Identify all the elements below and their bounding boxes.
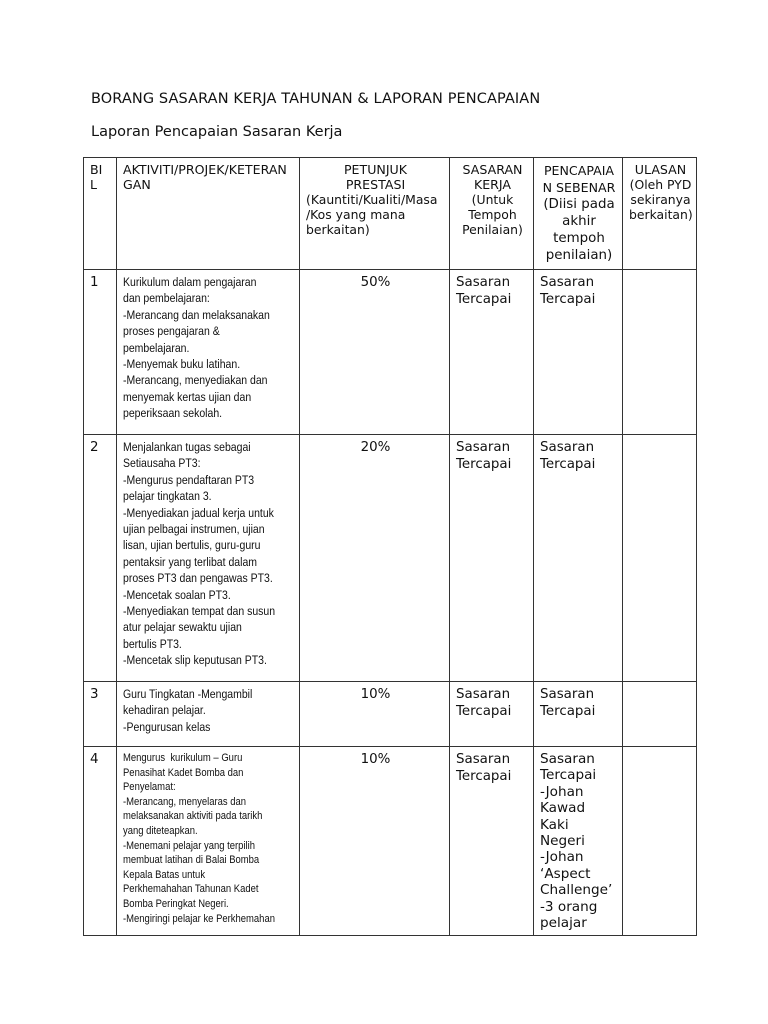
pencapaian-line: ‘Aspect — [540, 865, 591, 882]
pencapaian-line: -3 orang — [540, 898, 598, 915]
pencapaian-line: Tercapai — [540, 457, 596, 472]
sasaran-line: Sasaran — [456, 275, 511, 290]
pencapaian-line: Sasaran — [540, 440, 595, 455]
header-sasaran-note: (Untuk Tempoh Penilaian) — [462, 192, 523, 237]
aktiviti-text — [123, 274, 278, 422]
row-petunjuk: 50% — [300, 270, 450, 435]
pencapaian-line: Negeri — [540, 833, 585, 850]
aktiviti-line: -Merancang, menyelaras dan — [123, 795, 247, 808]
aktiviti-line: pembelajaran. — [123, 340, 190, 355]
row-sasaran — [450, 270, 534, 435]
pencapaian-line: Kaki — [540, 816, 569, 833]
header-row — [84, 158, 697, 270]
sasaran-line: Tercapai — [456, 769, 512, 784]
table-row — [84, 435, 697, 682]
aktiviti-line: -Mengiringi pelajar ke Perkhemahan — [123, 912, 275, 925]
row-pencapaian — [534, 435, 623, 682]
pencapaian-line: pelajar — [540, 915, 587, 932]
aktiviti-line: -Menyemak buku latihan. — [123, 357, 241, 372]
sasaran-line: Tercapai — [456, 292, 512, 307]
pencapaian-line: -Johan — [540, 783, 584, 800]
header-petunjuk-note: (Kauntiti/Kualiti/Masa /Kos yang mana berkaitan) — [306, 192, 438, 237]
aktiviti-line: membuat latihan di Balai Bomba — [123, 854, 260, 867]
aktiviti-line: Kurikulum dalam pengajaran — [123, 275, 257, 289]
aktiviti-text — [123, 686, 278, 735]
pencapaian-line: Tercapai — [540, 704, 596, 719]
aktiviti-line: -Mencetak slip keputusan PT3. — [123, 653, 267, 668]
aktiviti-line: lisan, ujian bertulis, guru-guru — [123, 538, 261, 553]
aktiviti-line: pentaksir yang terlibat dalam — [123, 554, 258, 569]
header-petunjuk-label: PETUNJUK PRESTASI — [343, 162, 408, 192]
header-ulasan-label: ULASAN — [634, 162, 687, 177]
pencapaian-line: Tercapai — [540, 767, 597, 784]
header-aktiviti-label: AKTIVITI/PROJEK/KETERANGAN — [123, 162, 287, 192]
pencapaian-line: Sasaran — [540, 275, 595, 290]
aktiviti-line: Setiausaha PT3: — [123, 456, 201, 471]
pencapaian-line: -Johan — [540, 849, 584, 866]
aktiviti-line: ujian pelbagai instrumen, ujian — [123, 522, 265, 537]
aktiviti-line: Bomba Peringkat Negeri. — [123, 897, 229, 910]
aktiviti-line: Penasihat Kadet Bomba dan — [123, 766, 244, 779]
aktiviti-line: proses pengajaran & — [123, 324, 220, 339]
aktiviti-line: yang diteteapkan. — [123, 824, 198, 837]
row-pencapaian — [534, 747, 623, 936]
pencapaian-line: Sasaran — [540, 751, 595, 767]
aktiviti-line: bertulis PT3. — [123, 636, 182, 651]
table-row — [84, 747, 697, 936]
row-aktiviti — [117, 747, 300, 936]
header-ulasan — [623, 158, 697, 270]
aktiviti-text — [123, 751, 278, 926]
aktiviti-line: dan pembelajaran: — [123, 291, 210, 306]
header-sasaran — [450, 158, 534, 270]
row-bil: 2 — [84, 435, 117, 682]
header-ulasan-note: (Oleh PYD sekiranya berkaitan) — [629, 177, 693, 222]
aktiviti-line: -Mencetak soalan PT3. — [123, 587, 231, 602]
table-row — [84, 270, 697, 435]
report-table — [83, 157, 697, 936]
aktiviti-line: melaksanakan aktiviti pada tarikh — [123, 810, 263, 823]
aktiviti-line: Guru Tingkatan -Mengambil — [123, 687, 253, 701]
sasaran-line: Sasaran — [456, 752, 511, 767]
header-pencapaian-note: (Diisi pada akhir tempoh penilaian) — [543, 197, 615, 263]
sasaran-line: Tercapai — [456, 457, 512, 472]
header-bil — [84, 158, 117, 270]
row-pencapaian — [534, 270, 623, 435]
aktiviti-line: Menjalankan tugas sebagai — [123, 440, 251, 454]
row-petunjuk: 10% — [300, 682, 450, 747]
row-aktiviti — [117, 270, 300, 435]
row-petunjuk: 10% — [300, 747, 450, 936]
pencapaian-line: Tercapai — [540, 292, 596, 307]
aktiviti-line: Penyelamat: — [123, 781, 176, 794]
aktiviti-line: -Menyediakan tempat dan susun — [123, 604, 276, 619]
aktiviti-line: -Menemani pelajar yang terpilih — [123, 839, 255, 852]
row-bil: 4 — [84, 747, 117, 936]
row-sasaran — [450, 435, 534, 682]
sasaran-line: Sasaran — [456, 440, 511, 455]
row-ulasan — [623, 682, 697, 747]
row-sasaran — [450, 747, 534, 936]
row-aktiviti — [117, 435, 300, 682]
pencapaian-line: Challenge’ — [540, 882, 613, 899]
header-sasaran-label: SASARAN KERJA — [462, 162, 523, 192]
header-pencapaian-label: PENCAPAIAN SEBENAR — [542, 163, 616, 195]
document-title: BORANG SASARAN KERJA TAHUNAN & LAPORAN PENCAPAIAN — [91, 91, 541, 107]
sasaran-line: Tercapai — [456, 704, 512, 719]
aktiviti-line: -Pengurusan kelas — [123, 719, 211, 734]
row-aktiviti — [117, 682, 300, 747]
aktiviti-line: peperiksaan sekolah. — [123, 406, 223, 421]
row-bil: 1 — [84, 270, 117, 435]
aktiviti-line: atur pelajar sewaktu ujian — [123, 620, 242, 635]
header-aktiviti — [117, 158, 300, 270]
aktiviti-line: -Menyediakan jadual kerja untuk — [123, 505, 274, 520]
pencapaian-line: Kawad — [540, 800, 586, 817]
aktiviti-line: menyemak kertas ujian dan — [123, 389, 252, 404]
aktiviti-line: Mengurus kurikulum – Guru — [123, 752, 243, 764]
row-ulasan — [623, 270, 697, 435]
row-bil: 3 — [84, 682, 117, 747]
aktiviti-line: -Merancang dan melaksanakan — [123, 307, 270, 322]
header-pencapaian — [534, 158, 623, 270]
aktiviti-line: Kepala Batas untuk — [123, 868, 206, 881]
aktiviti-text — [123, 439, 278, 669]
row-ulasan — [623, 435, 697, 682]
row-sasaran — [450, 682, 534, 747]
document-subtitle: Laporan Pencapaian Sasaran Kerja — [91, 124, 343, 140]
header-bil-label: BIL — [90, 162, 103, 192]
aktiviti-line: Perkhemahahan Tahunan Kadet — [123, 883, 259, 896]
header-petunjuk — [300, 158, 450, 270]
row-petunjuk: 20% — [300, 435, 450, 682]
aktiviti-line: kehadiran pelajar. — [123, 703, 206, 718]
row-pencapaian — [534, 682, 623, 747]
row-ulasan — [623, 747, 697, 936]
aktiviti-line: -Merancang, menyediakan dan — [123, 373, 268, 388]
aktiviti-line: pelajar tingkatan 3. — [123, 489, 212, 504]
pencapaian-line: Sasaran — [540, 687, 595, 702]
aktiviti-line: -Mengurus pendaftaran PT3 — [123, 472, 255, 487]
table-row — [84, 682, 697, 747]
sasaran-line: Sasaran — [456, 687, 511, 702]
aktiviti-line: proses PT3 dan pengawas PT3. — [123, 571, 273, 586]
